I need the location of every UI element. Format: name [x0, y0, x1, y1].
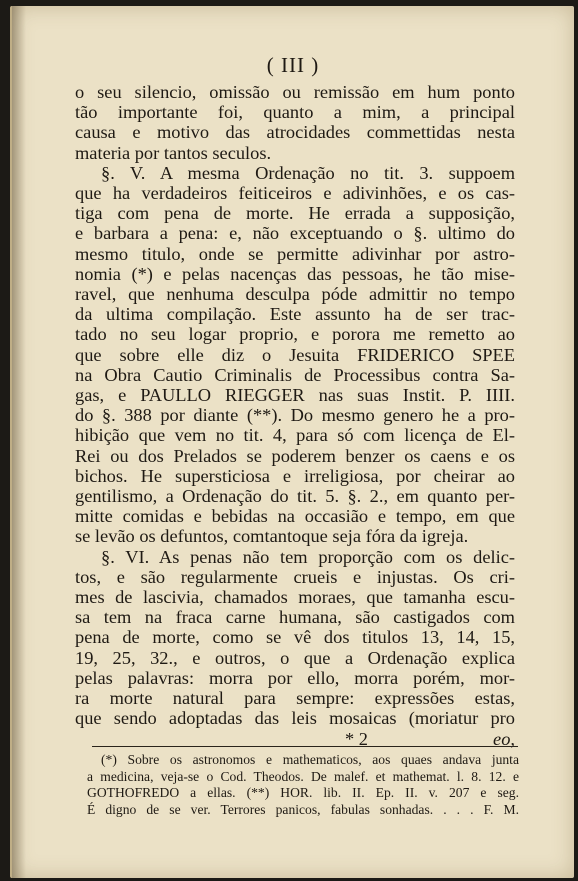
- text-line: que ha verdadeiros feiticeiros e adivinhões, e os cas-: [75, 183, 515, 204]
- text-line: materia por tantos seculos.: [75, 142, 272, 163]
- text-line: tos, e são regularmente crueis e injustas. Os cri-: [75, 566, 515, 587]
- text-line: 19, 25, 32., e outros, o que a Ordenação explica: [75, 647, 515, 668]
- book-page: [10, 6, 574, 878]
- text-line: mes de lascivia, chamados moraes, que tamanha escu-: [75, 587, 515, 608]
- text-line: gas, e PAULLO RIEGGER nas suas Instit. P. IIII.: [75, 385, 515, 406]
- footnote-line: (*) Sobre os astronomos e mathematicos, aos quaes andava junta: [101, 752, 519, 767]
- footnote-line: GOTHOFREDO a ellas. (**) HOR. lib. II. Ep. II. v. 207 e seg.: [87, 785, 519, 801]
- text-line: na Obra Cautio Criminalis de Processibus contra Sa-: [75, 364, 515, 385]
- text-line: tado no seu logar proprio, e porora me remetto ao: [75, 324, 515, 345]
- text-line: ravel, que nenhuma desculpa póde admittir no tempo: [75, 284, 515, 305]
- text-line: Rei ou dos Prelados se poderem benzer os caens e os: [75, 445, 515, 466]
- text-line: o seu silencio, omissão ou remissão em hum ponto: [75, 82, 515, 102]
- text-line: pelas palavras: morra por ello, morra porém, mor-: [75, 667, 515, 688]
- footnotes-block: [87, 752, 519, 818]
- text-line: hibição que vem no tit. 4, para só com licença de El-: [75, 425, 515, 446]
- catchword: eo,: [493, 728, 515, 749]
- text-line: e barbara a pena: e, não exceptuando o §. ultimo do: [75, 223, 515, 244]
- text-line: se levão os defuntos, comtantoque seja fóra da igreja.: [75, 526, 469, 547]
- text-line: que sobre elle diz o Jesuita FRIDERICO SPEE: [75, 344, 515, 365]
- text-line: mitte comidas e bebidas na occasião e tempo, em que: [75, 506, 515, 527]
- text-line: nomia (*) e pelas nacenças das pessoas, he tão mise-: [75, 263, 515, 284]
- text-line: bichos. He supersticiosa e irreligiosa, por cheirar ao: [75, 465, 515, 486]
- footnote-rule: [92, 746, 518, 747]
- text-line: tão importante foi, quanto a mim, a principal: [75, 102, 515, 123]
- main-text-block: [75, 82, 515, 749]
- footnote-line: a medicina, veja-se o Cod. Theodos. De malef. et mathemat. l. 8. 12. e: [87, 768, 519, 784]
- text-line: gentilismo, a Ordenação do tit. 5. §. 2., em quanto per-: [75, 486, 515, 507]
- text-line: ra morte natural para sempre: expressões estas,: [75, 688, 515, 709]
- page-header-number: ( III ): [266, 53, 320, 77]
- section-v-start-line: §. V. A mesma Ordenação no tit. 3. suppoem: [101, 162, 515, 183]
- footnote-line: É digno de se ver. Terrores panicos, fabulas sonhadas. . . . F. M.: [87, 801, 519, 817]
- text-line: sa tem na fraca carne humana, são castigados com: [75, 607, 515, 628]
- text-line: pena de morte, como se vê dos titulos 13, 14, 15,: [75, 627, 515, 648]
- text-line: mesmo titulo, onde se permitte adivinhar por astro-: [75, 243, 515, 264]
- section-vi-start-line: §. VI. As penas não tem proporção com os delic-: [101, 546, 515, 567]
- binding-gutter-shadow: [12, 6, 26, 878]
- text-line: causa e motivo das atrocidades commettidas nesta: [75, 122, 515, 143]
- text-line: tiga com pena de morte. He errada a supposição,: [75, 203, 515, 224]
- text-line: da ultima compilação. Este assunto ha de ser trac-: [75, 304, 515, 325]
- signature-mark: * 2: [345, 728, 368, 749]
- text-line: que sendo adoptadas das leis mosaicas (moriatur pro: [75, 708, 515, 729]
- text-line: do §. 388 por diante (**). Do mesmo genero he a pro-: [75, 405, 515, 426]
